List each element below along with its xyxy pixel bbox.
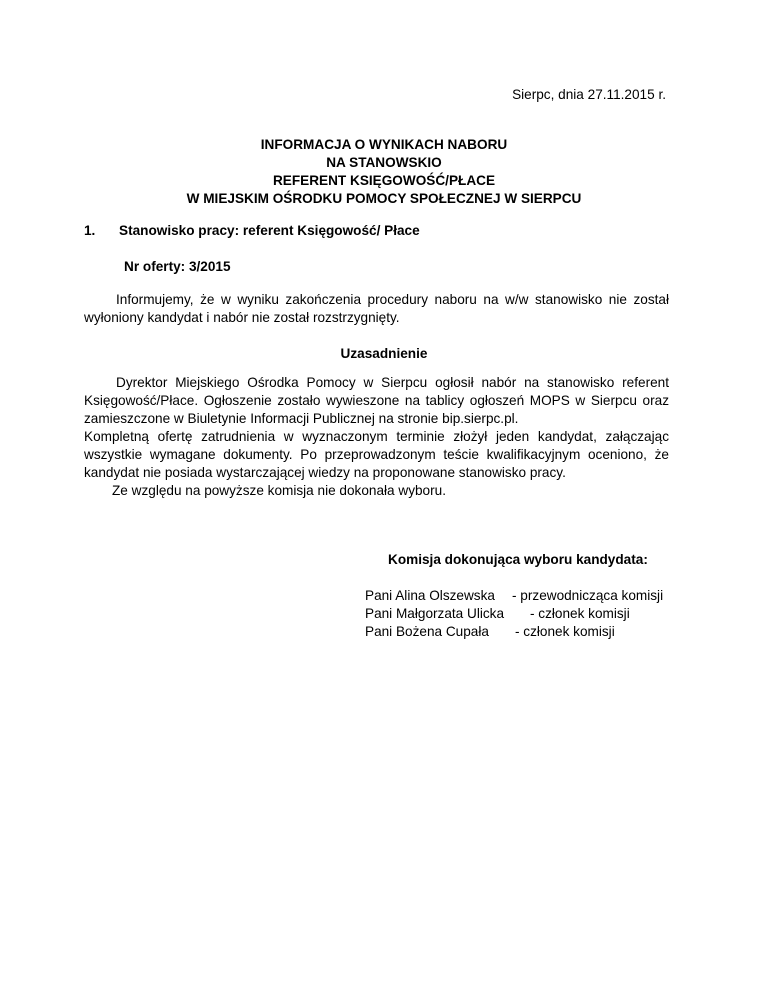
title-line: W MIEJSKIM OŚRODKU POMOCY SPOŁECZNEJ W SIERPCU (186, 191, 582, 206)
committee-title: Komisja dokonująca wyboru kandydata: (388, 552, 648, 567)
document-title (0, 136, 768, 208)
title-line: INFORMACJA O WYNIKACH NABORU (260, 137, 508, 152)
committee-member (365, 623, 675, 641)
member-name: Pani Alina Olszewska (365, 588, 495, 603)
committee-member (365, 605, 675, 623)
member-role: - przewodnicząca komisji (512, 588, 664, 603)
paragraph-line: wszystkie wymagane dokumenty. Po przeprowadzonym teście kwalifikacyjnym oceniono, że (84, 447, 669, 462)
paragraph-line: Ze względu na powyższe komisja nie dokonała wyboru. (112, 483, 446, 498)
date-line: Sierpc, dnia 27.11.2015 r. (512, 87, 666, 102)
paragraph-line: Księgowość/Płace. Ogłoszenie zostało wywieszone na tablicy ogłoszeń MOPS w Sierpcu oraz (84, 393, 669, 408)
offer-number: Nr oferty: 3/2015 (124, 259, 231, 274)
paragraph-line: Kompletną ofertę zatrudnienia w wyznaczonym terminie złożył jeden kandydat, załączając (84, 429, 669, 444)
justification-paragraph (84, 374, 669, 500)
paragraph-line: Informujemy, że w wyniku zakończenia procedury naboru na w/w stanowisko nie został (116, 292, 669, 307)
paragraph-line: wyłoniony kandydat i nabór nie został rozstrzygnięty. (84, 310, 400, 325)
committee-members (365, 587, 675, 641)
member-role: - członek komisji (515, 624, 615, 639)
title-line: REFERENT KSIĘGOWOŚĆ/PŁACE (272, 173, 496, 188)
title-line: NA STANOWSKIO (326, 155, 442, 170)
committee-member (365, 587, 675, 605)
member-name: Pani Małgorzata Ulicka (365, 606, 505, 621)
member-name: Pani Bożena Cupała (365, 624, 489, 639)
paragraph-line: kandydat nie posiada wystarczającej wiedzy na proponowane stanowisko pracy. (84, 465, 566, 480)
justification-heading: Uzasadnienie (340, 346, 428, 361)
intro-paragraph (84, 291, 669, 327)
paragraph-line: zamieszczone w Biuletynie Informacji Publicznej na stronie bip.sierpc.pl. (84, 411, 519, 426)
paragraph-line: Dyrektor Miejskiego Ośrodka Pomocy w Sierpcu ogłosił nabór na stanowisko referent (116, 375, 669, 390)
item-number: 1. (84, 223, 96, 238)
position-line: Stanowisko pracy: referent Księgowość/ Płace (119, 223, 420, 238)
member-role: - członek komisji (530, 606, 630, 621)
